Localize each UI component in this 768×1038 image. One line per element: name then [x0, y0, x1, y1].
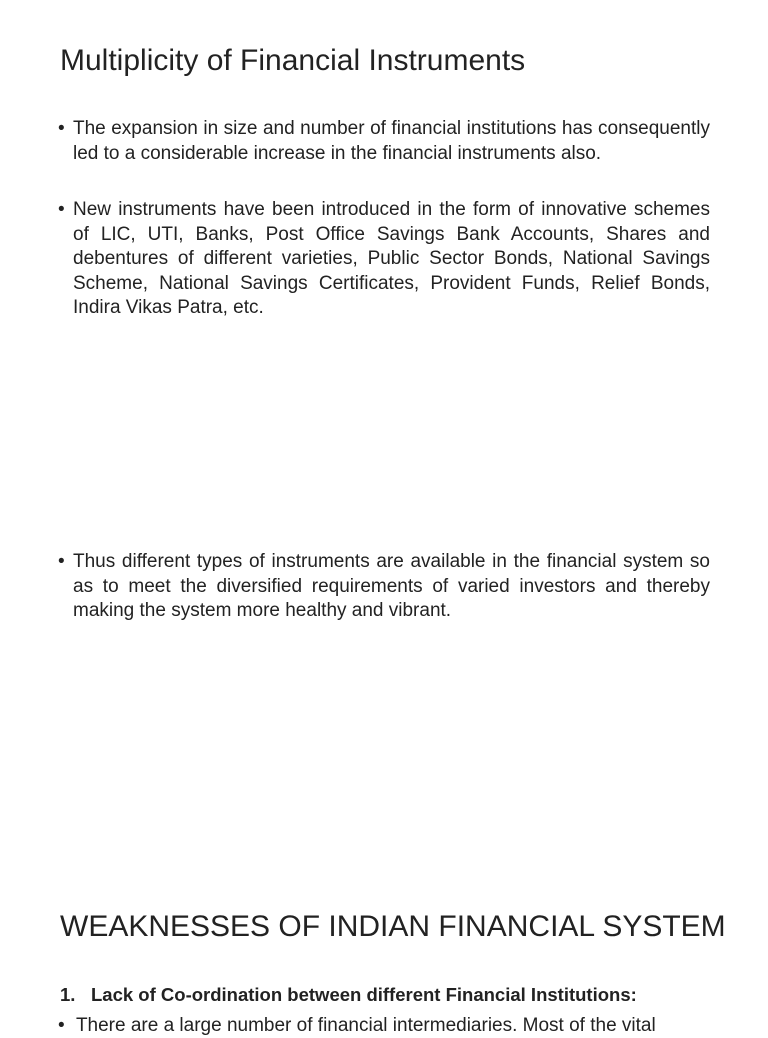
section-heading: WEAKNESSES OF INDIAN FINANCIAL SYSTEM [60, 910, 726, 943]
bullet-item [58, 117, 710, 166]
bullet-item [58, 198, 710, 321]
numbered-heading-text: Lack of Co-ordination between different Financial Institutions: [91, 984, 637, 1005]
bullet-item [58, 550, 710, 624]
bullet-text: Thus different types of instruments are available in the financial system so as to meet the diversified requirements of varied investors and thereby making the system more healthy and vibrant. [73, 551, 710, 621]
bullet-text: The expansion in size and number of financial institutions has consequently led to a considerable increase in the financial instruments also. [73, 118, 710, 164]
bullet-point-icon: • [58, 118, 65, 139]
bullet-text: New instruments have been introduced in the form of innovative schemes of LIC, UTI, Banks, Post Office Savings Bank Accounts, Shares and debentures of different varieties, Public Sector Bonds, National Savings Scheme, National Savings Certificates, Provident Funds, Relief Bonds, Indira Vikas Patra, etc. [73, 199, 710, 318]
slide-title: Multiplicity of Financial Instruments [60, 44, 526, 77]
numbered-heading [60, 984, 637, 1006]
bullet-point-icon: • [58, 551, 65, 572]
bullet-text: There are a large number of financial intermediaries. Most of the vital [75, 1015, 656, 1036]
item-number: 1. [60, 984, 76, 1005]
bullet-point-icon: • [58, 1015, 65, 1036]
bullet-point-icon: • [58, 199, 65, 220]
partial-bullet-item [58, 1014, 710, 1038]
